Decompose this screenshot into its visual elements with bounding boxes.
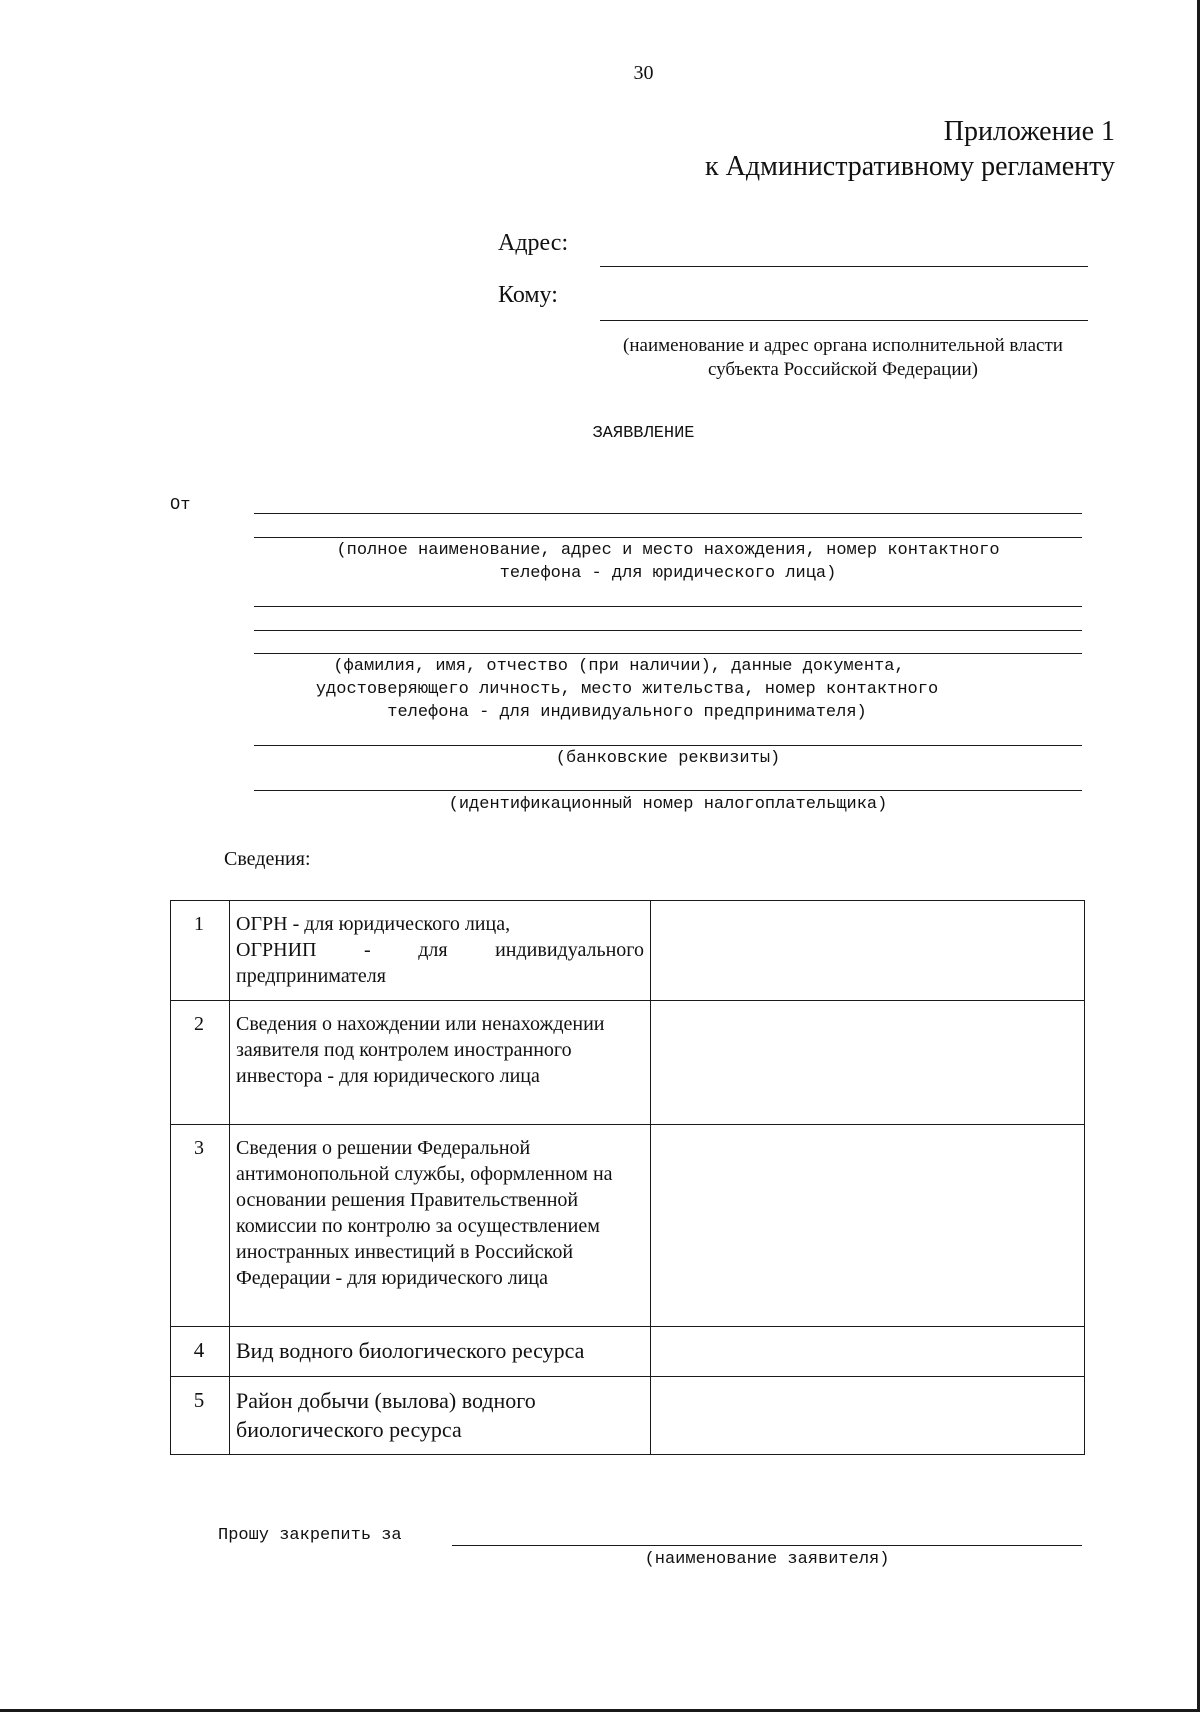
table-row: [171, 1327, 1085, 1377]
row-word: ОГРНИП: [236, 939, 317, 961]
row-number: 3: [171, 1125, 230, 1327]
row-value-cell[interactable]: [651, 1327, 1085, 1377]
authority-note-line-1: (наименование и адрес органа исполнительной власти: [623, 335, 1063, 356]
row-number: 2: [171, 1001, 230, 1125]
table-row: [171, 1001, 1085, 1125]
row-description: Район добычи (вылова) водного биологического ресурса: [230, 1377, 651, 1455]
inn-line[interactable]: [254, 790, 1082, 791]
address-line[interactable]: [600, 266, 1088, 267]
row-description: Сведения о нахождении или ненахождении заявителя под контролем иностранного инвестора - для юридического лица: [230, 1001, 651, 1125]
appendix-line-1: Приложение 1: [943, 116, 1115, 147]
authority-note-line-2: субъекта Российской Федерации): [707, 359, 979, 380]
row-number: 1: [171, 901, 230, 1001]
row-number: 4: [171, 1327, 230, 1377]
entrepreneur-note-line-1: (фамилия, имя, отчество (при наличии), данные документа,: [333, 657, 905, 676]
table-row: [171, 1125, 1085, 1327]
address-label: Адрес:: [498, 230, 569, 256]
row-word: -: [364, 939, 371, 961]
table-row: [171, 1377, 1085, 1455]
from-line-1[interactable]: [254, 513, 1082, 514]
from-line-5[interactable]: [254, 653, 1082, 654]
request-label: Прошу закрепить за: [218, 1526, 402, 1545]
legal-entity-note-line-1: (полное наименование, адрес и место нахождения, номер контактного: [336, 541, 1000, 560]
legal-entity-note-line-2: телефона - для юридического лица): [499, 564, 837, 583]
info-table: [170, 900, 1085, 1455]
page-number: 30: [633, 62, 654, 84]
from-label: От: [170, 496, 191, 515]
row-word: для: [418, 939, 448, 961]
to-line[interactable]: [600, 320, 1088, 321]
from-line-3[interactable]: [254, 606, 1082, 607]
row-value-cell[interactable]: [651, 1125, 1085, 1327]
applicant-line[interactable]: [452, 1545, 1082, 1546]
to-label: Кому:: [498, 282, 558, 308]
inn-note: (идентификационный номер налогоплательщика): [448, 795, 888, 814]
from-line-2[interactable]: [254, 537, 1082, 538]
entrepreneur-note-line-2: удостоверяющего личность, место жительства, номер контактного: [315, 680, 939, 699]
row-word: индивидуального: [495, 939, 644, 961]
info-heading: Сведения:: [224, 848, 311, 870]
applicant-note: (наименование заявителя): [644, 1550, 890, 1569]
table-row: [171, 901, 1085, 1001]
bank-line[interactable]: [254, 745, 1082, 746]
bank-note: (банковские реквизиты): [555, 749, 781, 768]
row-value-cell[interactable]: [651, 901, 1085, 1001]
row-description-line: ОГРН - для юридического лица,: [236, 913, 511, 935]
row-description: [230, 901, 651, 1001]
row-description-line: предпринимателя: [236, 965, 386, 987]
row-description: Вид водного биологического ресурса: [230, 1327, 651, 1377]
appendix-line-2: к Административному регламенту: [705, 151, 1115, 182]
row-value-cell[interactable]: [651, 1377, 1085, 1455]
row-value-cell[interactable]: [651, 1001, 1085, 1125]
document-title: ЗАЯВВЛЕНИЕ: [592, 424, 695, 443]
entrepreneur-note-line-3: телефона - для индивидуального предпринимателя): [387, 703, 867, 722]
row-description-line: [236, 937, 644, 963]
row-description: Сведения о решении Федеральной антимонопольной службы, оформленном на основании решения Правительственной комиссии по контролю за осуществлением иностранных инвестиций в Российской Федерации - для юридического лица: [230, 1125, 651, 1327]
row-number: 5: [171, 1377, 230, 1455]
from-line-4[interactable]: [254, 630, 1082, 631]
